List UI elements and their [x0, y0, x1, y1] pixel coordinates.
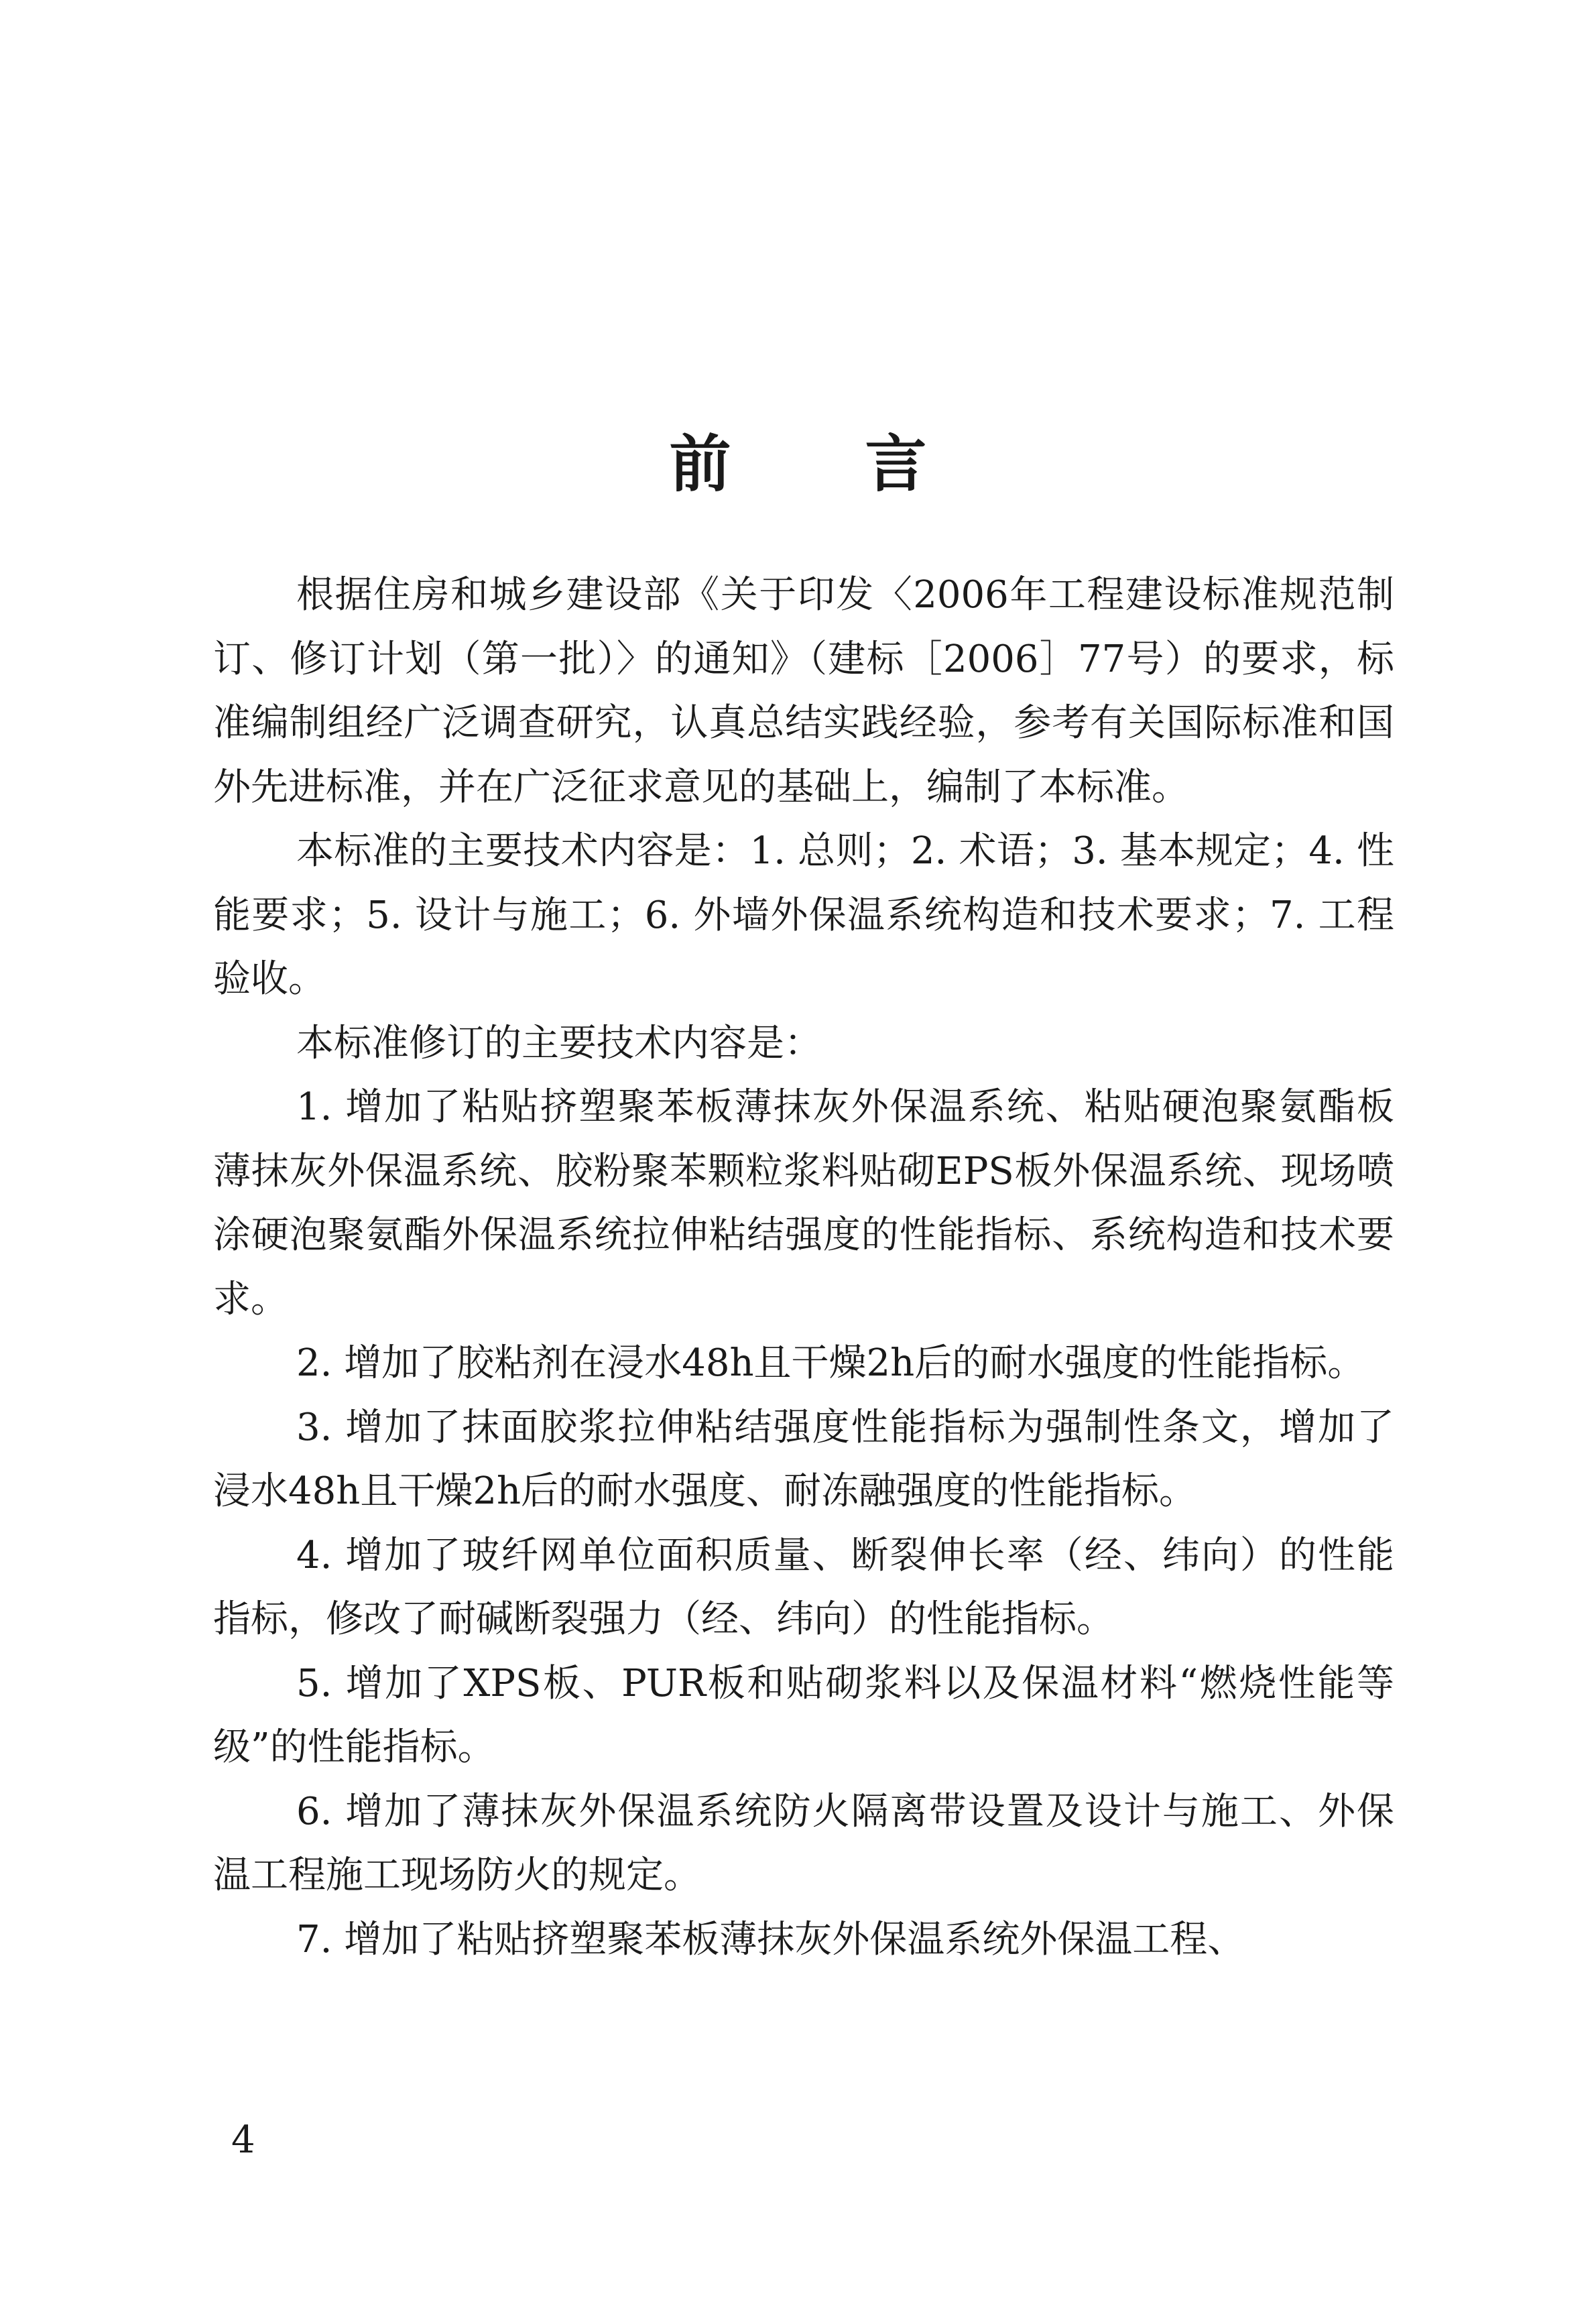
paragraph: 7. 增加了粘贴挤塑聚苯板薄抹灰外保温系统外保温工程、 — [296, 1917, 1245, 1961]
paragraph: 根据住房和城乡建设部《关于印发〈2006年工程建设标准规范制订、修订计划（第一批）〉的通知》（建标［2006］77号）的要求，标准编制组经广泛调查研究，认真总结实践经验，参考有关国际标准和国外先进标准，并在广泛征求意见的基础上，编制了本标准。 — [213, 573, 1394, 809]
paragraph: 1. 增加了粘贴挤塑聚苯板薄抹灰外保温系统、粘贴硬泡聚氨酯板薄抹灰外保温系统、胶粉聚苯颗粒浆料贴砌EPS板外保温系统、现场喷涂硬泡聚氨酯外保温系统拉伸粘结强度的性能指标、系统构造和技术要求。 — [213, 1085, 1394, 1321]
paragraph: 2. 增加了胶粘剂在浸水48h且干燥2h后的耐水强度的性能指标。 — [296, 1341, 1365, 1385]
paragraph: 6. 增加了薄抹灰外保温系统防火隔离带设置及设计与施工、外保温工程施工现场防火的规定。 — [213, 1789, 1394, 1897]
paragraph: 本标准修订的主要技术内容是： — [296, 1021, 822, 1065]
paragraph: 本标准的主要技术内容是：1. 总则；2. 术语；3. 基本规定；4. 性能要求；5. 设计与施工；6. 外墙外保温系统构造和技术要求；7. 工程验收。 — [213, 829, 1394, 1001]
page-title: 前言 — [669, 427, 1061, 500]
body-text — [213, 563, 1394, 1971]
paragraph: 5. 增加了XPS板、PUR板和贴砌浆料以及保温材料“燃烧性能等级”的性能指标。 — [213, 1661, 1394, 1769]
page-number: 4 — [231, 2118, 255, 2162]
paragraph: 3. 增加了抹面胶浆拉伸粘结强度性能指标为强制性条文，增加了浸水48h且干燥2h后的耐水强度、耐冻融强度的性能指标。 — [213, 1405, 1394, 1513]
paragraph: 4. 增加了玻纤网单位面积质量、断裂伸长率（经、纬向）的性能指标，修改了耐碱断裂强力（经、纬向）的性能指标。 — [213, 1533, 1394, 1641]
